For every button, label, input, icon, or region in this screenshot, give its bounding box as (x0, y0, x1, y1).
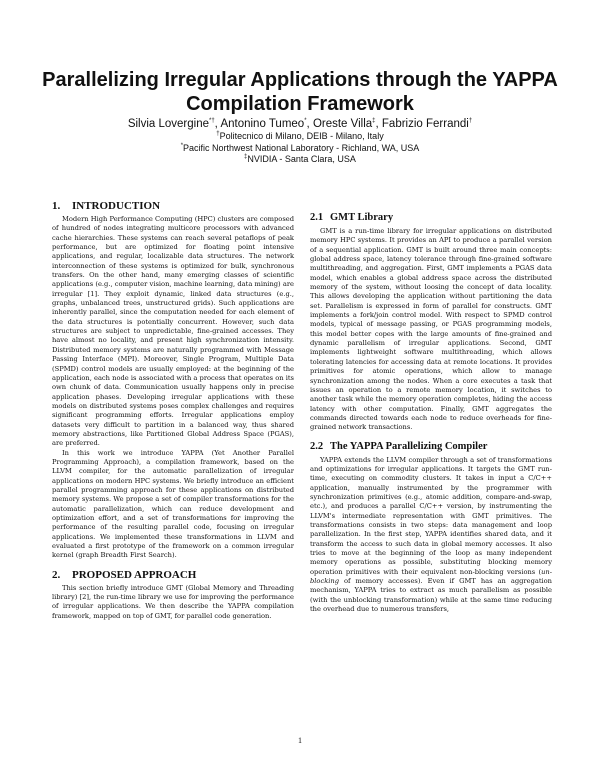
affiliation: ‡NVIDIA - Santa Clara, USA (244, 154, 356, 164)
subsection-heading-gmt-library: 2.1 GMT Library (310, 212, 394, 223)
author-list: Silvia Lovergine*†, Antonino Tumeo*, Oreste Villa‡, Fabrizio Ferrandi† (127, 118, 473, 130)
author-name: Oreste Villa (312, 118, 373, 130)
affiliation-list (40, 131, 560, 166)
right-column (310, 200, 552, 614)
affiliation-mark: * (180, 142, 184, 149)
paragraph: In this work we introduce YAPPA (Yet Another Parallel Programming Approach), a compilation framework, based on the LLVM compiler, for the automatic parallelization of irregular applications on modern HPC systems. We briefly introduce an efficient parallel programming approach for these applications on distributed memory systems. We propose a set of compiler transformations for the automatic parallelization, which can reduce development and optimization effort, and a set of transformations for improving the performance of the resulting parallel code, focusing on irregular applications. We implemented these transformations in LLVM and evaluated a first prototype of the framework on a common irregular kernel (graph Breadth First Search). (52, 448, 294, 560)
author-name: Silvia Lovergine (127, 118, 209, 130)
paragraph: GMT is a run-time library for irregular applications on distributed memory HPC systems. It provides an API to produce a parallel version of a sequential application. GMT is built around three main concepts: global address space, latency tolerance through fine-grained software multithreading, and aggregation. First, GMT implements a PGAS data model, which enables a global address space across the distributed memory of the system, without loosing the concept of data locality. This allows developing the application without partitioning the data set. Parallelism is expressed in form of parallel for constructs. GMT implements a fork/join control model. With respect to SPMD control models, typical of message passing, or PGAS programming models, this model better copes with the large amounts of fine-grained and dynamic parallelism of irregular applications. Second, GMT implements lightweight software multithreading, which allows tolerating latencies for accessing data at remote locations. It provides primitives for atomic operations, which allow to manage synchronization among the nodes. When a core executes a task that issues an operation to a remote memory location, it switches to another task while the memory operation completes, hiding the access latency with other computation. Finally, GMT aggregates the commands directed towards each node to reduce overheads for fine-grained network transactions. (310, 227, 552, 432)
author-mark: * (304, 118, 307, 125)
affiliation-mark: ‡ (244, 154, 248, 160)
author-name: Antonino Tumeo (220, 118, 305, 130)
author-mark: † (468, 118, 473, 125)
section-heading-introduction: 1. INTRODUCTION (52, 200, 161, 212)
subsection-heading-yappa-compiler: 2.2 The YAPPA Parallelizing Compiler (310, 440, 488, 452)
author-name: Fabrizio Ferrandi (381, 118, 469, 130)
affiliation: *Pacific Northwest National Laboratory - Richland, WA, USA (180, 142, 420, 153)
author-mark: ‡ (372, 118, 376, 125)
paragraph: YAPPA extends the LLVM compiler through a set of transformations and optimizations for irregular applications. It targets the GMT run-time, executing on commodity clusters. It takes in input a C/C++ application, manually instrumented by the programmer with synchronization primitives (e.g., atomic addition, compare-and-swap, etc.), and produces a parallel C/C++ version, by instrumenting the LLVM's intermediate representation with GMT primitives. The transformations consists in two steps: data management and loop parallelization. In the first step, YAPPA identifies shared data, and it transform the access to such data in global memory accesses. It also tries to move at the beginning of the loop as many independent memory operations as possible, substituting blocking memory operation primitives with their equivalent non-blocking versions (un-blocking of memory accesses). Even if GMT has an aggregation mechanism, YAPPA tries to extract as much parallelism as possible (with the unblocking transformation) while at the same time reducing the overhead due to numerous transfers, (310, 455, 552, 614)
affiliation-mark: † (216, 131, 220, 137)
left-column (52, 200, 294, 621)
affiliation: †Politecnico di Milano, DEIB - Milano, Italy (216, 131, 384, 141)
paper-title: Parallelizing Irregular Applications through the YAPPA Compilation Framework (42, 69, 558, 115)
paragraph: This section briefly introduce GMT (Global Memory and Threading library) [2], the run-time library we use for improving the performance of irregular applications. We then describe the YAPPA compilation framework, mapped on top of GMT, for parallel code generation. (52, 583, 294, 620)
section-heading-proposed-approach: 2. PROPOSED APPROACH (52, 568, 197, 581)
author-mark: *† (209, 118, 215, 125)
paragraph: Modern High Performance Computing (HPC) clusters are composed of hundred of nodes integrating multicore processors with advanced cache hierarchies. These systems can reach several petaflops of peak performance, but are optimized for floating point intensive applications, and regular, localizable data structures. The network interconnection of these systems is optimized for bulk, synchronous transfers. On the other hand, many emerging classes of scientific applications (e.g., computer vision, machine learning, data mining) are irregular [1]. They exploit dynamic, linked data structures (e.g., graphs, unbalanced trees, unstructured grids). Such applications are inherently parallel, since the computation needed for each element of the data structures is potentially concurrent. However, such data structures are subject to unpredictable, fine-grained accesses. They have almost no locality, and present high synchronization intensity. Distributed memory systems are naturally programmed with Message Passing Interface (MPI). Moreover, Single Program, Multiple Data (SPMD) control models are usually employed: at the beginning of the application, each node is associated with a process that operates on its own chunk of data. Communication usually happens only in precise application phases. Developing irregular applications with these models on distributed systems poses complex challenges and requires significant programming efforts. Irregular applications employ datasets very difficult to partition in a balanced way, thus shared memory abstractions, like Partitioned Global Address Space (PGAS), are preferred. (52, 215, 294, 448)
page-number: 1 (298, 736, 302, 745)
